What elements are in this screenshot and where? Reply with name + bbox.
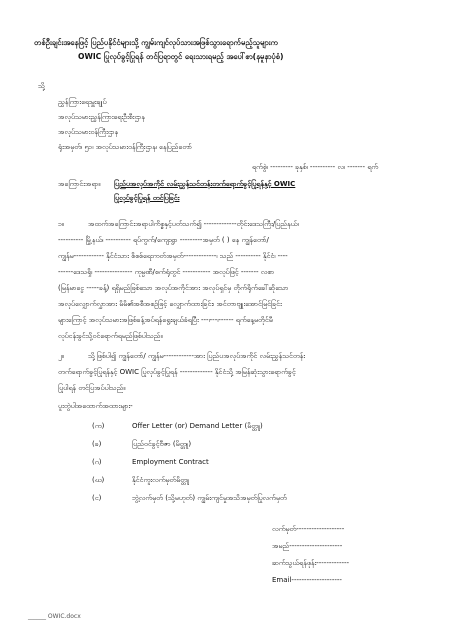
attachment-number: (ဃ) xyxy=(92,476,105,484)
para2-line-1: သို့ဖြစ်ပါ၍ ကျွန်တော်/ ကျွန်မ------------အား ပြည်ပအလုပ်အကိုင် လမ်းညွှန်သင်တန်း xyxy=(88,352,306,360)
para1-line-1: အထက်အကြောင်းအရာပါကိစ္စနှင့်ပတ်သက်၍ -------------တိုင်းဒေသကြီး/ပြည်နယ်၊ xyxy=(88,220,299,228)
para1-line-5: (မြန်မာငွေ -----ခန့်) ရရှိမည်ဖြစ်သော အလုပ်အကိုင်အား အလုပ်ရှင်မှ တိုက်ရိုက်ခေါ်ဆိုသော xyxy=(58,284,289,292)
subject-line-1: ပြည်ပအလုပ်အကိုင် လမ်းညွှန်သင်တန်းတက်ရောက်ခွင့်ပြုရန်နှင့် OWIC xyxy=(114,180,296,188)
para2-number: ၂။ xyxy=(58,352,64,360)
para1-line-3: ကျွန်မ------------ နိုင်ငံသား စိစစ်ရေးကတ်အမှတ်-------------၊ သည် ---------- နိုင်ငံ၊ ---- xyxy=(58,252,288,260)
para1-number: ၁။ xyxy=(58,220,65,228)
attachment-number: (က) xyxy=(92,422,105,430)
phone-line: ဆက်သွယ်ရန်ဖုန်း------------- xyxy=(272,559,350,567)
signature-line: လက်မှတ်------------------- xyxy=(272,525,345,533)
attachment-number: (ခ) xyxy=(92,440,102,448)
attachment-text: ပြည်ဝင်ခွင့်ဗီဇာ (မိတ္တူ) xyxy=(132,440,192,448)
attachment-number: (ဂ) xyxy=(92,458,102,466)
subject-label: အကြောင်းအရာ။ xyxy=(58,180,101,188)
para1-line-4: ------ဒေသရှိ၊ --------------- ကုမ္ပဏီ/စက်ရုံတွင် ----------- အလုပ်ဖြင့် ------- လစာ xyxy=(58,268,275,276)
attachment-text: ဘွဲ့လက်မှတ် (သို့မဟုတ်) ကျွမ်းကျင်မှုအသိအမှတ်ပြုလက်မှတ် xyxy=(132,494,287,502)
document-title-line1: တစ်ဦးချင်းအနေဖြင့် ပြည်ပနိုင်ငံများသို့ ကျွမ်းကျင်လုပ်သားအဖြစ်သွားရောက်မည့်သူများက xyxy=(34,38,279,47)
addressee-line-4: ရုံးအမှတ်၊ ၅၁၊ အလုပ်သမားဝန်ကြီးဌာန၊ နေပြည်တော် xyxy=(58,143,192,151)
attachment-text: Offer Letter (or) Demand Letter (မိတ္တူ) xyxy=(132,422,263,430)
para1-line-2: ---------- မြို့နယ်၊ ---------- ရပ်ကွက်/ကျေးရွာ ---------အမှတ် ( ) နေ ကျွန်တော်/ xyxy=(58,236,269,244)
to-label: သို့ xyxy=(38,82,45,90)
para1-line-7: များကြောင့် အလုပ်သမားအဖြစ်ခန့်အပ်ရန်ရွေးချယ်ခံရပြီး ---၊---၊------ ရက်နေ့မတိုင်မီ xyxy=(58,316,273,324)
document-title-line2: OWIC ပြုလုပ်ခွင့်ပြုရန် တင်ပြရာတွင် ရေးသားရမည့် အပေါ်စာ(နမူနာပုံစံ) xyxy=(78,52,284,61)
attachments-label: ပူးတွဲပါအထောက်အထားများ- xyxy=(58,402,133,410)
attachment-text: နိုင်ငံကူးလက်မှတ်မိတ္တူ xyxy=(132,476,190,484)
addressee-line-1: ညွှန်ကြားရေးမှူးချုပ် xyxy=(58,98,107,106)
para1-line-8: လုပ်ငန်းခွင်သို့ဝင်ရောက်ရမည်ဖြစ်ပါသည်။ xyxy=(58,332,163,340)
date-line: ရက်စွဲ၊ --------- ခုနှစ်၊ ---------- လ၊ ------- ရက် xyxy=(252,163,379,171)
attachment-text: Employment Contract xyxy=(132,458,209,466)
para1-line-6: အလုပ်လျှောက်လွှာအား မိမိ၏အစီအစဉ်ဖြင့် လျှောက်ထားခြင်း၊ အင်တာဗျူးအောင်မြင်ခြင်း xyxy=(58,300,282,308)
para2-line-3: ပြုပါရန် တင်ပြအပ်ပါသည်။ xyxy=(58,384,126,392)
name-line: အမည်--------------------- xyxy=(272,542,343,550)
attachment-number: (င) xyxy=(92,494,102,502)
para2-line-2: တက်ရောက်ခွင့်ပြုရန်နှင့် OWIC ပြုလုပ်ခွင့်ပြုရန် ------------- နိုင်ငံသို့ အမြန်ဆုံးသွားရောက်ခွင့် xyxy=(58,368,296,376)
email-line: Email-------------------- xyxy=(272,576,342,584)
footer-filename: ______ OWIC.docx xyxy=(28,613,81,620)
addressee-line-2: အလုပ်သမားညွှန်ကြားရေးဦးစီးဌာန xyxy=(58,113,145,121)
subject-line-2: ပြုလုပ်ခွင့်ပြုရန် တင်ပြခြင်း xyxy=(114,194,180,202)
addressee-line-3: အလုပ်သမားဝန်ကြီးဌာန xyxy=(58,128,119,136)
